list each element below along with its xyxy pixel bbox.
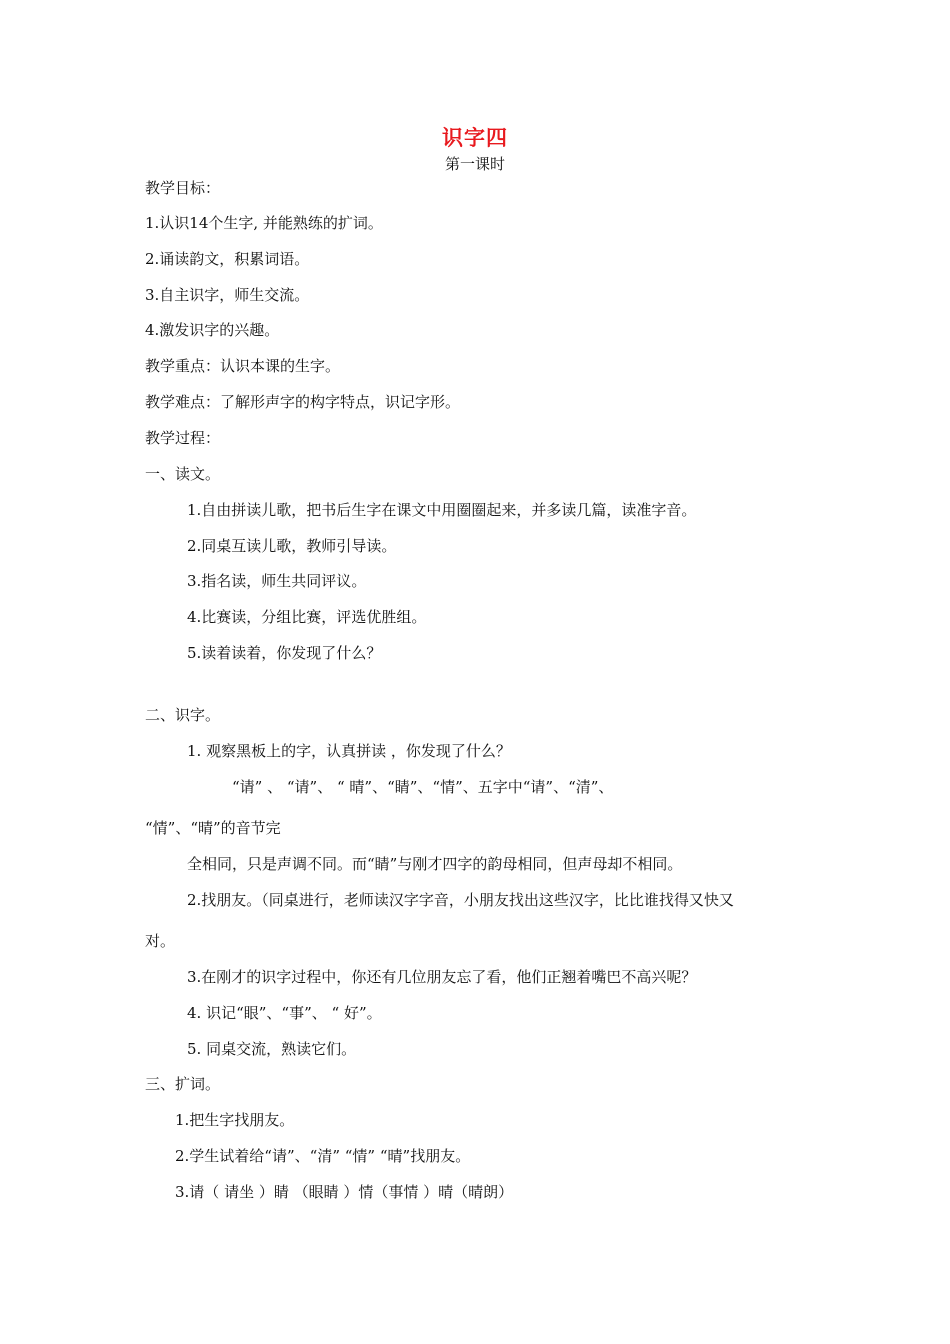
text-line: 4. 识记“眼”、“事”、 “ 好”。 (187, 1004, 382, 1022)
section-heading: 三、扩词。 (145, 1075, 221, 1093)
text-line: 1.自由拼读儿歌，把书后生字在课文中用圈圈起来，并多读几篇，读准字音。 (187, 501, 697, 519)
text-line: 2.诵读韵文，积累词语。 (145, 250, 310, 268)
text-line: 1.认识14个生字, 并能熟练的扩词。 (145, 214, 383, 232)
doc-subtitle: 第一课时 (444, 155, 505, 173)
text-line: 2.同桌互读儿歌，教师引导读。 (187, 537, 397, 555)
text-line: 1. 观察黑板上的字，认真拼读 ，你发现了什么？ (187, 742, 511, 760)
text-line: 3.在刚才的识字过程中，你还有几位朋友忘了看，他们正翘着嘴巴不高兴呢？ (187, 968, 697, 986)
section-heading: 二、识字。 (145, 706, 221, 724)
doc-title: 识字四 (442, 126, 508, 150)
text-line: 3.指名读，师生共同评议。 (187, 572, 367, 590)
text-line: “情”、“晴”的音节完 (145, 819, 281, 837)
text-line: 3.自主识字，师生交流。 (145, 286, 310, 304)
text-line: 3.请（ 请坐 ）睛 （眼睛 ）情（事情 ）晴（晴朗） (175, 1183, 514, 1201)
text-line: 5.读着读着，你发现了什么？ (187, 644, 382, 662)
text-line: “请” 、 “请”、 “ 晴”、“睛”、“情”、五字中“请”、“清”、 (232, 778, 614, 796)
text-line: 4.比赛读，分组比赛，评选优胜组。 (187, 608, 427, 626)
text-line: 教学目标： (145, 179, 221, 197)
text-line: 5. 同桌交流，熟读它们。 (187, 1040, 357, 1058)
text-line: 2.找朋友。（同桌进行，老师读汉字字音，小朋友找出这些汉字，比比谁找得又快又 (187, 891, 734, 909)
text-line: 全相同，只是声调不同。而“睛”与刚才四字的韵母相同，但声母却不相同。 (187, 855, 683, 873)
text-line: 对。 (145, 932, 176, 950)
section-heading: 一、读文。 (145, 465, 221, 483)
text-line: 2.学生试着给“请”、“清” “情” “晴”找朋友。 (175, 1147, 471, 1165)
text-line: 教学重点：认识本课的生字。 (145, 357, 341, 375)
text-line: 教学过程： (145, 429, 221, 447)
text-line: 教学难点：了解形声字的构字特点，识记字形。 (145, 393, 461, 411)
text-line: 1.把生字找朋友。 (175, 1111, 295, 1129)
text-line: 4.激发识字的兴趣。 (145, 321, 280, 339)
